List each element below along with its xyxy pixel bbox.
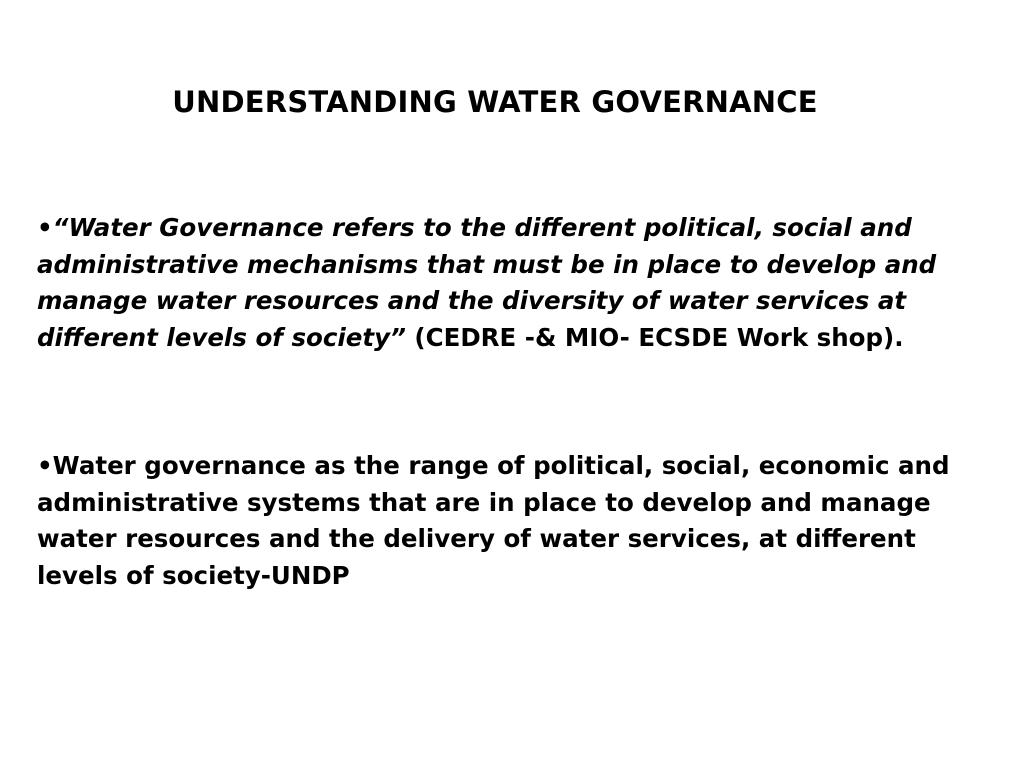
definition-citation: (CEDRE -& MIO- ECSDE Work shop). xyxy=(405,322,904,352)
bullet-item-definition-cedre xyxy=(37,210,967,356)
bullet-marker: • xyxy=(37,451,53,480)
quoted-definition: “Water Governance refers to the different political, social and administrative mechanisms that must be in place to develop and manage water resources and the diversity of water services at different levels of society” xyxy=(37,213,937,352)
undp-definition: Water governance as the range of political, social, economic and administrative systems that are in place to develop and manage water resources and the delivery of water services, at different levels of society-UNDP xyxy=(37,451,950,590)
slide-title: UNDERSTANDING WATER GOVERNANCE xyxy=(172,85,818,119)
bullet-item-definition-undp xyxy=(37,448,967,594)
bullet-marker: • xyxy=(37,213,53,242)
